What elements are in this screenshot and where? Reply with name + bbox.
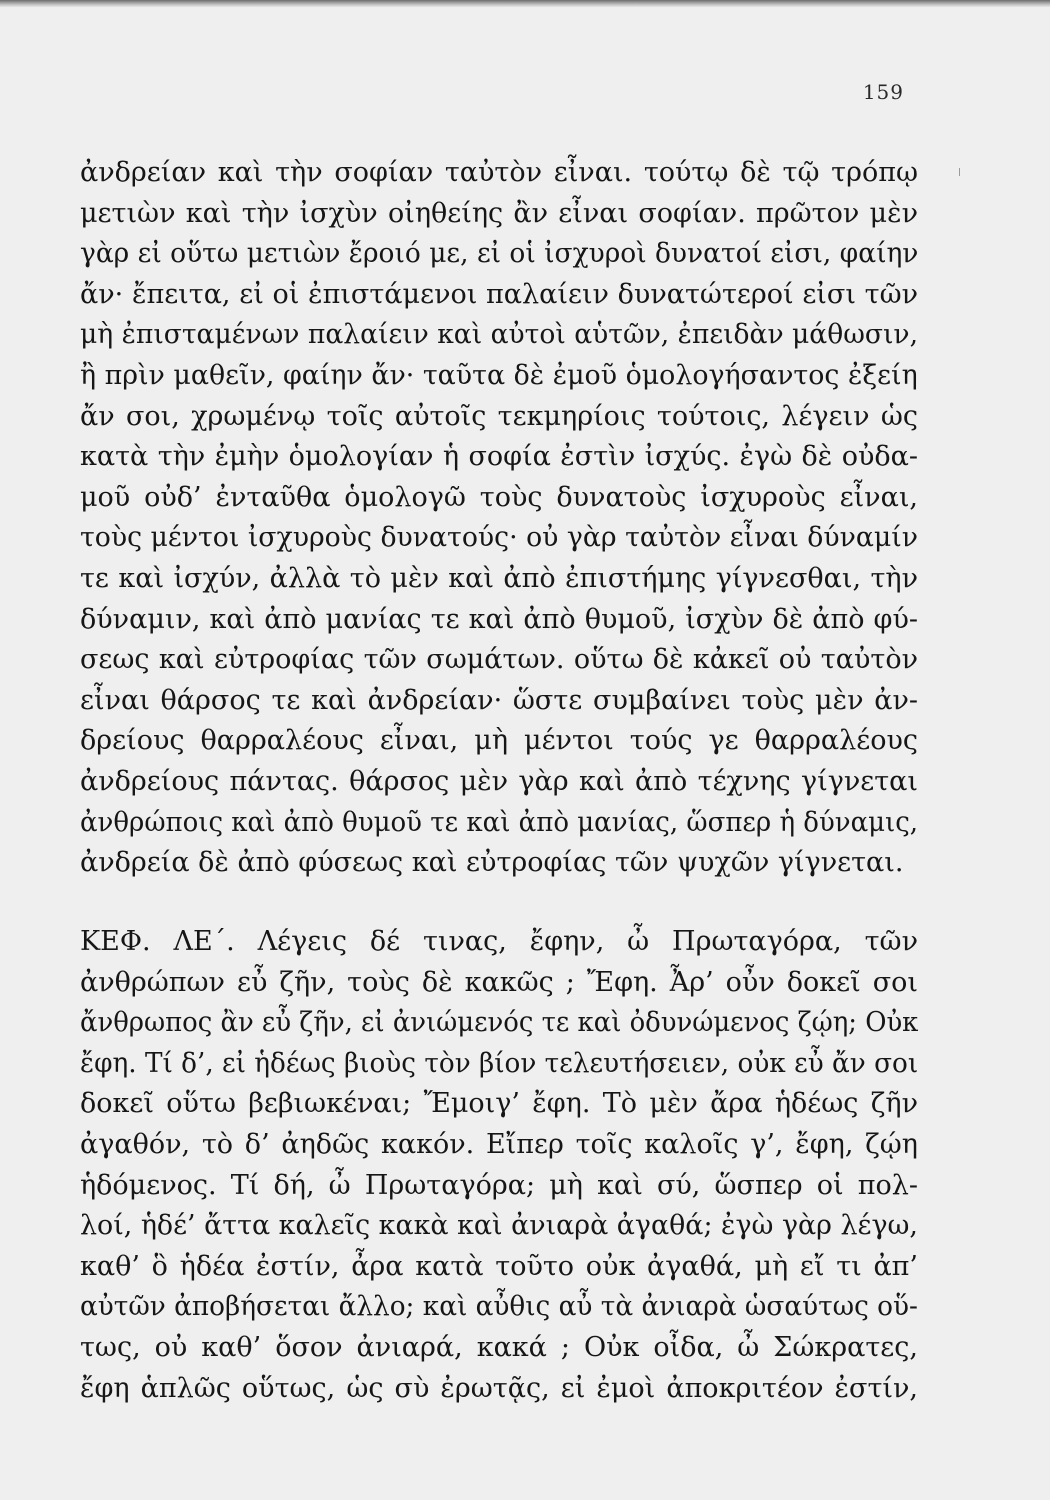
text-line: ἄν· ἔπειτα, εἰ οἱ ἐπιστάμενοι παλαίειν δυνατώτεροί εἰσι τῶν (80, 278, 918, 310)
text-line: καθ’ ὃ ἡδέα ἐστίν, ἆρα κατὰ τοῦτο οὐκ ἀγαθά, μὴ εἴ τι ἀπ’ (80, 1250, 918, 1282)
text-line: εἶναι θάρσος τε καὶ ἀνδρείαν· ὥστε συμβαίνει τοὺς μὲν ἀν- (80, 684, 918, 716)
text-line: δύναμιν, καὶ ἀπὸ μανίας τε καὶ ἀπὸ θυμοῦ, ἰσχὺν δὲ ἀπὸ φύ- (80, 603, 918, 635)
text-line: λοί, ἡδέ’ ἄττα καλεῖς κακὰ καὶ ἀνιαρὰ ἀγαθά; ἐγὼ γὰρ λέγω, (80, 1210, 918, 1242)
page-number: 159 (862, 80, 904, 104)
page-top-edge (0, 0, 1050, 7)
text-line: ἀνδρείους πάντας. θάρσος μὲν γὰρ καὶ ἀπὸ τέχνης γίγνεται (80, 765, 918, 797)
text-line: τε καὶ ἰσχύν, ἀλλὰ τὸ μὲν καὶ ἀπὸ ἐπιστήμης γίγνεσθαι, τὴν (80, 562, 918, 594)
text-line: γὰρ εἰ οὕτω μετιὼν ἔροιό με, εἰ οἱ ἰσχυροὶ δυνατοί εἰσι, φαίην (80, 238, 919, 270)
text-line: μοῦ οὐδ’ ἐνταῦθα ὁμολογῶ τοὺς δυνατοὺς ἰσχυροὺς εἶναι, (80, 481, 918, 513)
text-line: ἀνθρώποις καὶ ἀπὸ θυμοῦ τε καὶ ἀπὸ μανίας, ὥσπερ ἡ δύναμις, (80, 806, 919, 838)
text-line: ἀνδρείαν καὶ τὴν σοφίαν ταὐτὸν εἶναι. τούτῳ δὲ τῷ τρόπῳ (80, 157, 918, 188)
text-line: κατὰ τὴν ἐμὴν ὁμολογίαν ἡ σοφία ἐστὶν ἰσχύς. ἐγὼ δὲ οὐδα- (80, 441, 918, 473)
text-line: ἀνδρεία δὲ ἀπὸ φύσεως καὶ εὐτροφίας τῶν ψυχῶν γίγνεται. (80, 847, 904, 879)
text-line: ἄν σοι, χρωμένῳ τοῖς αὐτοῖς τεκμηρίοις τούτοις, λέγειν ὡς (80, 400, 918, 432)
text-line: σεως καὶ εὐτροφίας τῶν σωμάτων. οὕτω δὲ κἀκεῖ οὐ ταὐτὸν (80, 644, 918, 676)
text-line: τοὺς μέντοι ἰσχυροὺς δυνατούς· οὐ γὰρ ταὐτὸν εἶναι δύναμίν (80, 522, 918, 554)
margin-mark (959, 168, 964, 176)
chapter-first-line-text: Λέγεις δέ τινας, ἔφην, ὦ Πρωταγόρα, τῶν (257, 926, 918, 957)
text-line: ἔφη ἁπλῶς οὕτως, ὡς σὺ ἐρωτᾷς, εἰ ἐμοὶ ἀποκριτέον ἐστίν, (80, 1372, 918, 1404)
text-line: δοκεῖ οὕτω βεβιωκέναι; Ἔμοιγ’ ἔφη. Τὸ μὲν ἄρα ἡδέως ζῆν (80, 1088, 918, 1120)
text-line: δρείους θαρραλέους εἶναι, μὴ μέντοι τούς γε θαρραλέους (80, 725, 918, 757)
text-line: ἀνθρώπων εὖ ζῆν, τοὺς δὲ κακῶς ; Ἔφη. Ἆρ’ οὖν δοκεῖ σοι (80, 966, 918, 998)
chapter-label: ΚΕΦ. ΛΕ΄. (80, 926, 235, 957)
text-line: μετιὼν καὶ τὴν ἰσχὺν οἰηθείης ἂν εἶναι σοφίαν. πρῶτον μὲν (80, 197, 918, 229)
text-line: αὐτῶν ἀποβήσεται ἄλλο; καὶ αὖθις αὖ τὰ ἀνιαρὰ ὡσαύτως οὕ- (80, 1291, 918, 1323)
paragraph-2 (80, 922, 918, 1409)
text-line: ἄνθρωπος ἂν εὖ ζῆν, εἰ ἀνιώμενός τε καὶ ὀδυνώμενος ζῴη; Οὐκ (80, 1007, 919, 1039)
text-line: ἡδόμενος. Τί δή, ὦ Πρωταγόρα; μὴ καὶ σύ, ὥσπερ οἱ πολ- (80, 1169, 918, 1201)
text-line: τως, οὐ καθ’ ὅσον ἀνιαρά, κακά ; Οὐκ οἶδα, ὦ Σώκρατες, (80, 1331, 918, 1363)
paragraph-1 (80, 153, 918, 884)
text-line: ἢ πρὶν μαθεῖν, φαίην ἄν· ταῦτα δὲ ἐμοῦ ὁμολογήσαντος ἐξείη (80, 359, 918, 391)
text-line: ἀγαθόν, τὸ δ’ ἀηδῶς κακόν. Εἴπερ τοῖς καλοῖς γ’, ἔφη, ζῴη (80, 1128, 918, 1160)
text-line: ἔφη. Τί δ’, εἰ ἡδέως βιοὺς τὸν βίον τελευτήσειεν, οὐκ εὖ ἄν σοι (80, 1047, 919, 1079)
chapter-first-line (80, 922, 918, 963)
text-line: μὴ ἐπισταμένων παλαίειν καὶ αὐτοὶ αὑτῶν, ἐπειδὰν μάθωσιν, (80, 319, 919, 351)
